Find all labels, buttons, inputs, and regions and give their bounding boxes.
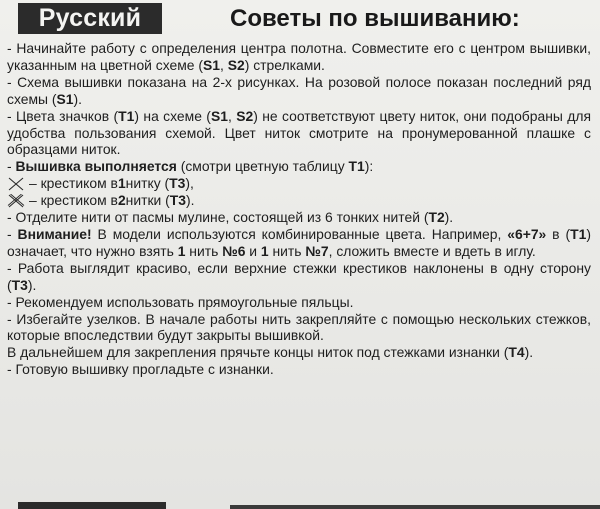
- double-cross-stitch-icon: [7, 194, 25, 208]
- tip-embroidery-method: - Вышивка выполняется (смотри цветную таблицу T1):: [7, 158, 374, 175]
- header: [0, 0, 600, 38]
- tip-center: - Начинайте работу с определения центра полотна. Совместите его с центром вышивки, указанным на цветной схеме (S1, S2) стрелками.: [7, 40, 591, 73]
- tip-separate-threads: - Отделите нити от пасмы мулине, состоящей из 6 тонких нитей (T2).: [7, 209, 454, 226]
- stitch-single-line: – крестиком в 1 нитку ( T3 ),: [7, 175, 591, 192]
- language-tab: Русский: [18, 3, 162, 34]
- bottom-tab-edge: [18, 502, 166, 509]
- bottom-rule: [230, 505, 600, 509]
- tip-avoid-knots: - Избегайте узелков. В начале работы нить закрепляйте с помощью нескольких стежков, которые впоследствии будут закрыты вышивкой.: [7, 310, 591, 344]
- tip-hide-thread-ends: В дальнейшем для закрепления прячьте концы ниток под стежками изнанки (T4).: [7, 344, 534, 361]
- tip-combined-colors: - Внимание! В модели используются комбинированные цвета. Например, «6+7» в (T1) означает, что нужно взять 1 нить №6 и 1 нить №7, сложить вместе и вдеть в иглу.: [7, 225, 591, 259]
- single-cross-stitch-icon: [7, 177, 25, 191]
- bottom-bar: [0, 501, 600, 509]
- page-title: Советы по вышиванию:: [230, 5, 520, 32]
- tip-symbol-colors: - Цвета значков (T1) на схеме (S1, S2) не соответствуют цвету ниток, они подобраны для удобства пользования схемой. Цвет ниток смотрите на пронумерованной плашке с образцами ниток.: [7, 107, 591, 158]
- tip-ironing: - Готовую вышивку прогладьте с изнанки.: [7, 361, 274, 378]
- tips-text: [7, 40, 591, 378]
- stitch-double-line: – крестиком в 2 нитки ( T3 ).: [7, 192, 591, 209]
- tip-scheme: - Схема вышивки показана на 2-х рисунках. На розовой полосе показан последний ряд схемы (S1).: [7, 73, 591, 107]
- tip-stitch-direction: - Работа выглядит красиво, если верхние стежки крестиков наклонены в одну сторону (T3).: [7, 259, 591, 293]
- tip-hoop: - Рекомендуем использовать прямоугольные пяльцы.: [7, 293, 354, 310]
